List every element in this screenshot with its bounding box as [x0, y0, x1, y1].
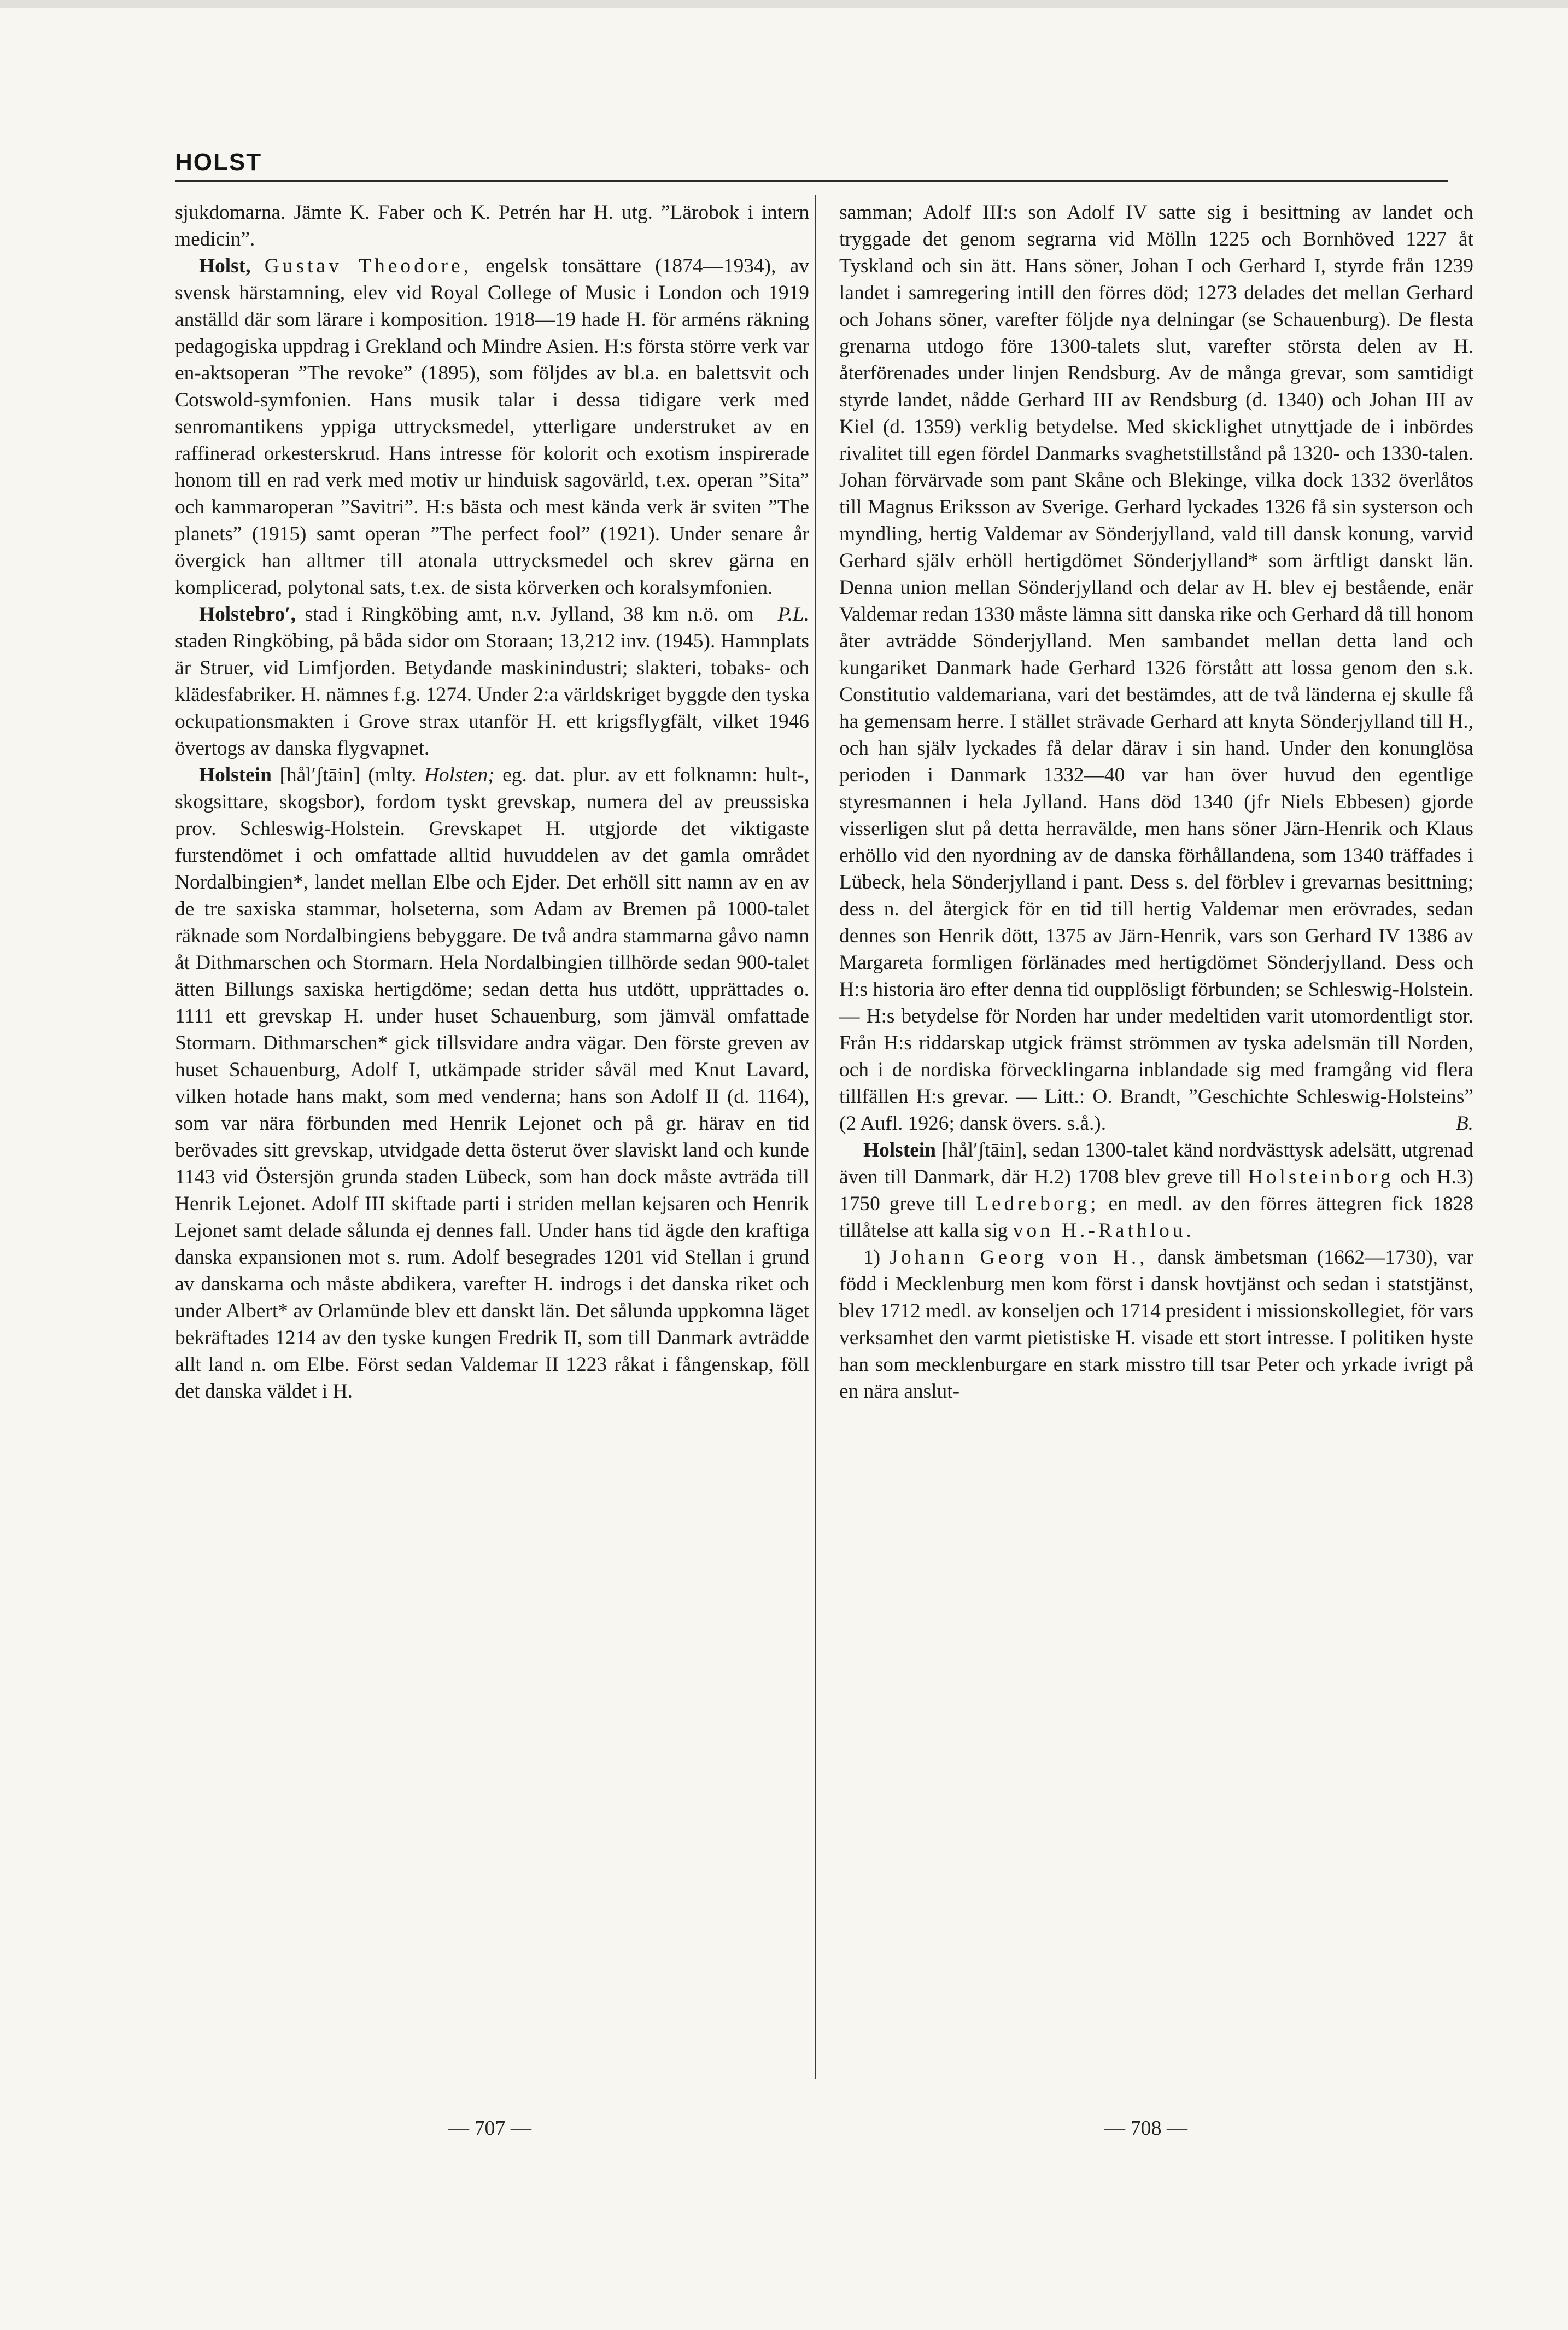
pronunciation: [hål′ʃtāin],	[941, 1139, 1027, 1161]
sub-entry-number: 1)	[863, 1246, 881, 1269]
etymology-word: Holsten;	[424, 764, 495, 786]
entry-holstebro	[175, 601, 809, 762]
body-text: samman; Adolf III:s son Adolf IV satte sig i besittning av landet och tryggade det genom segrarna vid Mölln 1225 och Bornhöved 1227 åt Tyskland och sin ätt. Hans söner, Johan I och Gerhard I, styrde från 1239 landet i samregering intill den förres död; 1273 delades det mellan Gerhard och Johans söner, varefter följde nya delningar (se Schauenburg). De flesta grenarna utdogo före 1300-talets slut, varefter största delen av H. återförenades under linjen Rendsburg. Av de många grevar, som samtidigt styrde landet, nådde Gerhard III av Rendsburg (d. 1340) och Johan III av Kiel (d. 1359) verklig betydelse. Med skicklighet utnyttjade de i inbördes rivalitet till egen fördel Danmarks svaghetstillstånd på 1320- och 1330-talen. Johan förvärvade som pant Skåne och Blekinge, vilka dock 1332 överlåtos till Magnus Eriksson av Sverige. Gerhard lyckades 1326 få sin systerson och myndling, hertig Valdemar av Sönderjylland, vald till dansk konung, varvid Gerhard själv erhöll hertigdömet Sönderjylland* som ärftligt danskt län. Denna union mellan Sönderjylland och delar av H. blev ej bestående, enär Valdemar redan 1330 måste lämna sitt danska rike och Gerhard då till honom åter avträdde Sönderjylland. Men sambandet mellan detta land och kungariket Danmark hade Gerhard 1326 förstått att lossa genom den s.k. Constitutio valdemariana, vari det bestämdes, att de två länderna ej skulle få ha gemensam herre. I stället strävade Gerhard att knyta Sönderjylland till H., och han själv lyckades få delar därav i sin hand. Under den konunglösa perioden i Danmark 1332—40 var han över huvud den egentlige styresmannen i hela Jylland. Hans död 1340 (jfr Niels Ebbesen) gjorde visserligen slut på detta herravälde, men hans söner Järn-Henrik och Klaus erhöllo vid den nyordning av de danska förhållandena, som 1340 träffades i Lübeck, hela Sönderjylland i pant. Dess s. del förblev i grevarnas besittning; dess n. del återgick för en tid till hertig Valdemar men erövrades, sedan dennes son Henrik dött, 1375 av Järn-Henrik, vars son Gerhard IV 1386 av Margareta formligen förlänades med hertigdömet Sönderjylland. Dess och H:s historia äro efter denna tid oupplösligt förbunden; se Schleswig-Holstein. — H:s betydelse för Norden har under medeltiden varit utomordentligt stor. Från H:s riddarskap utgick främst strömmen av tyska adelsmän till Norden, och i de nordiska förvecklingarna inblandade sig med framgång vid flera tillfällen H:s grevar. — Litt.: O. Brandt, ”Geschichte Schleswig-Holsteins” (2 Aufl. 1926; dansk övers. s.å.).	[839, 201, 1473, 1135]
entry-body: eg. dat. plur. av ett folknamn: hult-, skogsittare, skogsbor), fordom tyskt grevskap, numera del av preussiska prov. Schleswig-Holstein. Grevskapet H. utgjorde det viktigaste furstendömet i och omfattade alltid huvuddelen av det gamla området Nordalbingien*, landet mellan Elbe och Ejder. Det erhöll sitt namn av en av de tre saxiska stammar, holseterna, som Adam av Bremen på 1000-talet räknade som Nordalbingiens bebyggare. De två andra stammarna gåvo namn åt Dithmarschen och Stormarn. Hela Nordalbingien tillhörde sedan 900-talet ätten Billungs saxiska hertigdöme; sedan detta hus utdött, upprättades o. 1111 ett grevskap H. under huset Schauenburg, som jämväl omfattade Stormarn. Dithmarschen* gick tillsvidare andra vägar. Den förste greven av huset Schauenburg, Adolf I, utkämpade strider såväl med Knut Lavard, vilken hotade hans makt, som med venderna; hans son Adolf II (d. 1164), som var nära förbunden med Henrik Lejonet och på gr. härav en tid berövades sitt grevskap, utvidgade detta österut över slaviskt land och kunde 1143 vid Östersjön grunda staden Lübeck, som han dock måste avträda till Henrik Lejonet. Adolf III skiftade parti i striden mellan kejsaren och Henrik Lejonet samt delade sålunda ej dennes fall. Under hans tid ägde den kraftiga danska expansionen mot s. rum. Adolf besegrades 1201 vid Stellan i grund av danskarna och måste abdikera, varefter H. indrogs i det danska riket och under Albert* av Orlamünde blev ett danskt län. Det sålunda uppkomna läget bekräftades 1214 av den tyske kungen Fredrik II, som till Danmark avträdde allt land n. om Elbe. Först sedan Valdemar II 1223 råkat i fångenskap, föll det danska väldet i H.	[175, 764, 809, 1403]
spaced-name: Ledreborg;	[976, 1193, 1099, 1215]
headword: Holstein	[199, 764, 272, 786]
column-divider	[815, 195, 816, 2079]
entry-holstein	[175, 762, 809, 1405]
entry-body: dansk ämbetsman (1662—1730), var född i Mecklenburg men kom först i dansk hovtjänst och sedan i statstjänst, blev 1712 medl. av konseljen och 1714 president i missionskollegiet, för vars verksamhet den varmt pietistiske H. visade ett stort intresse. I politiken hyste han som mecklenburgare en stark misstro till tsar Peter och yrkade ivrigt på en nära anslut-	[839, 1246, 1473, 1403]
headword: Holst,	[199, 255, 251, 277]
etymology: (mlty.	[368, 764, 417, 786]
headword: Holstein	[863, 1139, 936, 1161]
page-number-right: — 708 —	[1104, 2117, 1187, 2140]
running-head: HOLST	[175, 149, 262, 176]
person-name: Johann Georg von H.,	[890, 1246, 1148, 1269]
page-number-left: — 707 —	[448, 2117, 531, 2140]
spaced-name: Holsteinborg	[1248, 1166, 1394, 1188]
entry-body: engelsk tonsättare (1874—1934), av svensk härstamning, elev vid Royal College of Music i London och 1919 anställd där som lärare i komposition. 1918—19 hade H. för arméns räkning pedagogiska uppdrag i Grekland och Mindre Asien. H:s första större verk var en-aktsoperan ”The revoke” (1895), som följdes av bl.a. en balettsvit och Cotswold-symfonien. Hans musik talar i dessa tidigare verk med senromantikens yppiga uttrycksmedel, ytterligare understruket av en raffinerad orkesterskrud. Hans intresse för kolorit och exotism inspirerade honom till en rad verk med motiv ur hinduisk sagovärld, t.ex. operan ”Sita” och kammaroperan ”Savitri”. H:s bästa och mest kända verk är sviten ”The planets” (1915) samt operan ”The perfect fool” (1921). Under senare år övergick han alltmer till atonala uttrycksmedel och skrev gärna en komplicerad, polytonal sats, t.ex. de sista körverken och koralsymfonien.	[175, 255, 809, 599]
header-rule	[175, 180, 1448, 182]
headword: Holstebro′,	[199, 603, 296, 626]
entry-body: och H.3) 1750 greve till	[839, 1166, 1473, 1215]
pronunciation: [hål′ʃtāin]	[279, 764, 360, 786]
paragraph-continuation	[175, 199, 809, 253]
body-text: sjukdomarna. Jämte K. Faber och K. Petrén har H. utg. ”Lärobok i intern medicin”.	[175, 201, 809, 250]
left-column	[175, 199, 809, 1405]
entry-johann-georg	[839, 1244, 1473, 1405]
page-edge	[0, 0, 1568, 8]
paragraph-continuation	[839, 199, 1473, 1137]
entry-body: stad i Ringköbing amt, n.v. Jylland, 38 km n.ö. om staden Ringköbing, på båda sidor om Storaan; 13,212 inv. (1945). Hamnplats är Struer, vid Limfjorden. Betydande maskinindustri; slakteri, tobaks- och klädesfabriker. H. nämnes f.g. 1274. Under 2:a världskriget byggde den tyska ockupationsmakten i Grove strax utanför H. ett krigsflygfält, vilket 1946 övertogs av danska flygvapnet.	[175, 603, 809, 760]
entry-body: en medl. av den förres ättegren fick 1828 tillåtelse att kalla sig	[839, 1193, 1473, 1242]
entry-holstein-family	[839, 1137, 1473, 1244]
spaced-name: von H.-Rathlou.	[1013, 1219, 1195, 1242]
right-column	[839, 199, 1473, 1405]
entry-body: sedan 1300-talet känd nordvästtysk adelsätt, utgrenad även till Danmark, där H.2) 1708 blev greve till	[839, 1139, 1473, 1188]
author-signature: P.L.	[777, 603, 809, 626]
person-name: Gustav Theodore,	[264, 255, 472, 277]
author-signature: B.	[1455, 1112, 1473, 1135]
